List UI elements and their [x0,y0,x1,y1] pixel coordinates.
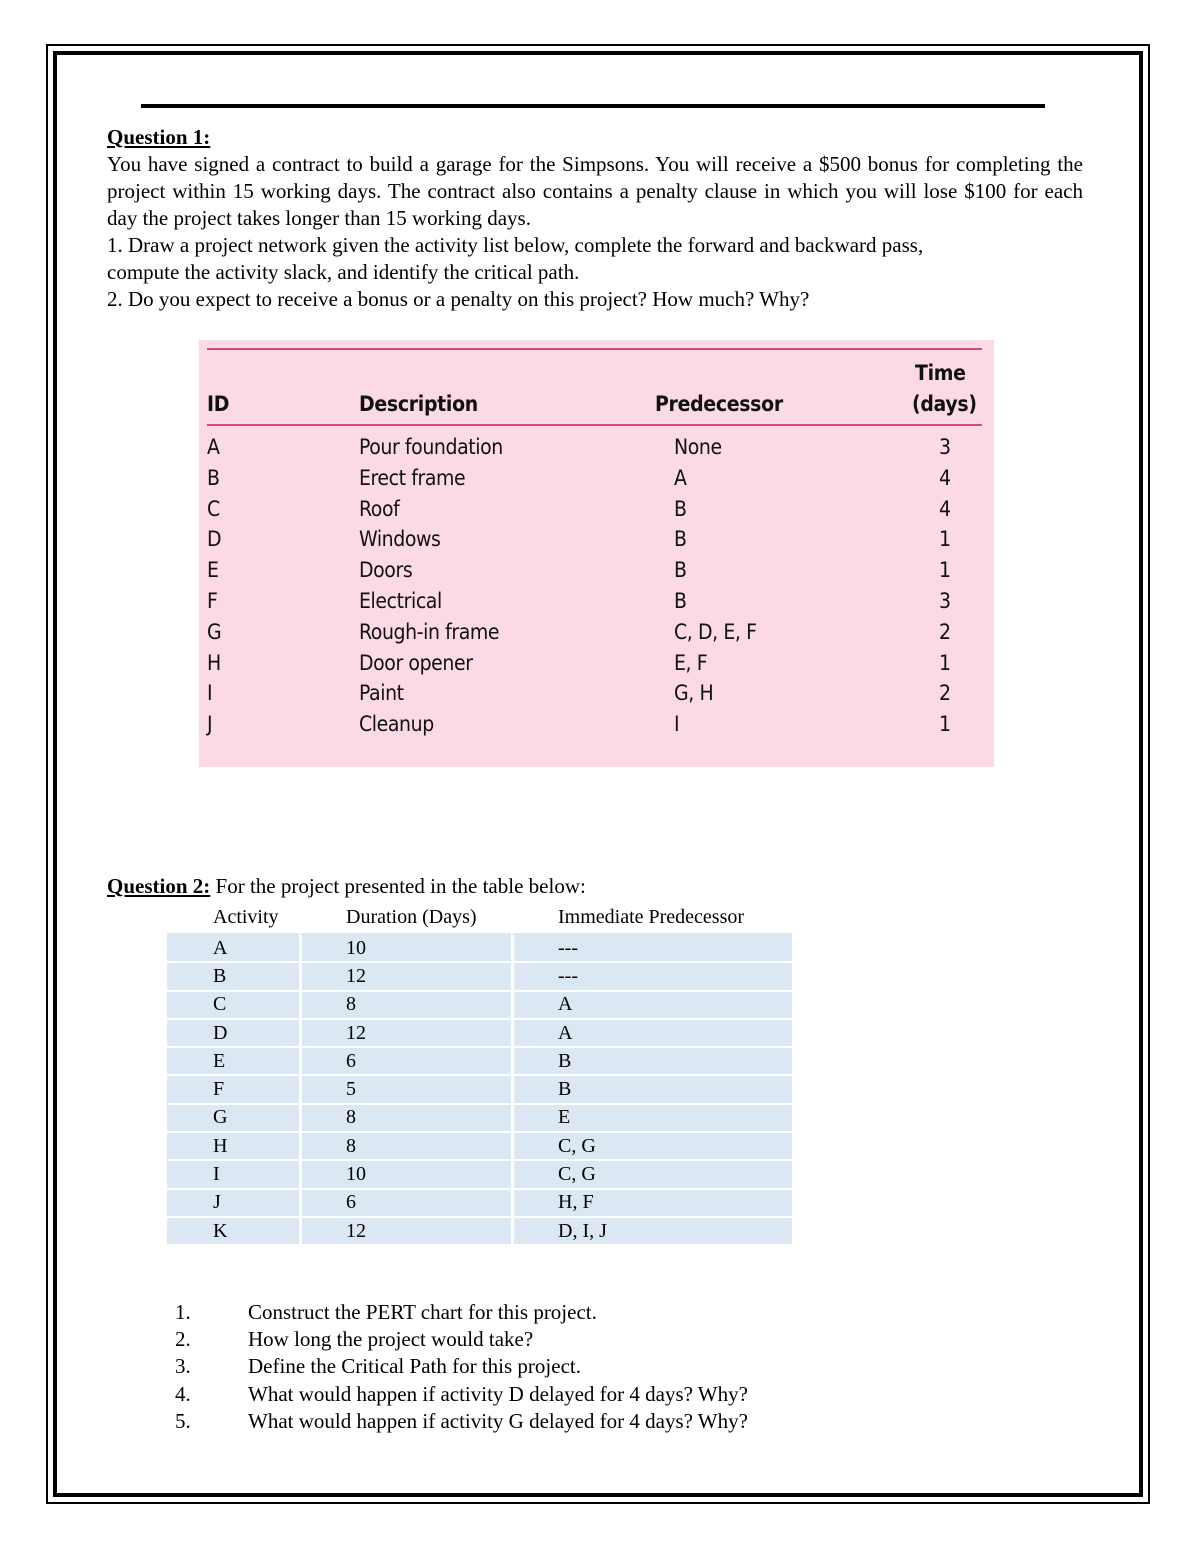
table-1-cell-time: 1 [939,650,951,675]
table-1-cell-time: 1 [939,558,951,583]
table-2-body [167,935,792,1246]
table-2-cell-activity: J [167,1190,299,1218]
question-2-title: Question 2: [107,874,211,898]
question-2-heading [107,874,586,899]
table-2-row [167,1076,792,1104]
table-2-row [167,1190,792,1218]
table-1-cell-predecessor: E, F [674,650,708,675]
table-1-cell-description: Windows [359,527,441,552]
table-1-cell-description: Doors [359,558,413,583]
table-1-cell-predecessor: B [674,527,687,552]
table-2-header-activity: Activity [167,902,299,935]
table-2-cell-predecessor: --- [511,963,792,991]
question-list-text: What would happen if activity G delayed for 4 days? Why? [248,1408,748,1433]
table-1-cell-predecessor: G, H [674,681,714,706]
table-2-row [167,963,792,991]
table-2-cell-activity: I [167,1161,299,1189]
table-1-cell-time: 1 [939,527,951,552]
question-1-item-1-line-1: 1. Draw a project network given the activity list below, complete the forward and backward pass, [107,233,924,257]
table-2-cell-activity: C [167,992,299,1020]
table-1-cell-id: J [207,712,213,737]
table-2-cell-predecessor: C, G [511,1161,792,1189]
activity-table-1 [199,340,994,767]
question-1-item-2: 2. Do you expect to receive a bonus or a penalty on this project? How much? Why? [107,287,810,311]
table-2-header-row [167,902,792,935]
table-2-cell-activity: D [167,1020,299,1048]
table-1-cell-id: G [207,619,222,644]
table-2-cell-activity: H [167,1133,299,1161]
table-1-top-rule [207,348,982,350]
table-2-cell-predecessor: A [511,1020,792,1048]
table-2-row [167,992,792,1020]
table-2-cell-duration: 10 [299,935,511,963]
table-2-row [167,1133,792,1161]
table-2-cell-duration: 10 [299,1161,511,1189]
table-1-cell-time: 2 [939,619,951,644]
table-2-cell-predecessor: H, F [511,1190,792,1218]
table-2-header-predecessor: Immediate Predecessor [511,902,792,935]
table-1-cell-time: 4 [939,465,951,490]
table-1-cell-predecessor: I [674,712,680,737]
table-1-header-days: (days) [912,392,977,416]
table-2-cell-duration: 12 [299,1218,511,1246]
table-1-cell-id: C [207,496,220,521]
table-1-cell-time: 3 [939,435,951,459]
table-1-cell-time: 3 [939,589,951,613]
table-1-cell-id: H [207,650,221,675]
table-2-row [167,1105,792,1133]
table-1-cell-description: Door opener [359,650,473,675]
table-1-cell-description: Pour foundation [359,435,503,459]
table-2-cell-predecessor: B [511,1048,792,1076]
table-2-header-duration: Duration (Days) [299,902,511,935]
question-list-text: What would happen if activity D delayed for 4 days? Why? [248,1381,748,1406]
table-1-cell-id: B [207,465,220,490]
table-1-header-predecessor: Predecessor [655,392,783,416]
table-2-cell-predecessor: --- [511,935,792,963]
question-list-text: How long the project would take? [248,1327,534,1352]
table-2-cell-duration: 6 [299,1190,511,1218]
table-2-cell-activity: K [167,1218,299,1246]
table-1-cell-predecessor: C, D, E, F [674,619,757,644]
table-1-header-rule [207,424,982,426]
table-1-cell-predecessor: B [674,496,687,521]
table-2-cell-predecessor: D, I, J [511,1218,792,1246]
header-rule [141,104,1045,108]
question-list-number: 5. [175,1408,191,1433]
table-2-cell-duration: 12 [299,1020,511,1048]
table-1-cell-id: E [207,558,219,583]
table-1-cell-id: F [207,589,218,613]
table-2-cell-activity: E [167,1048,299,1076]
table-2-row [167,1218,792,1246]
table-1-cell-description: Paint [359,681,404,706]
question-1-paragraph: You have signed a contract to build a garage for the Simpsons. You will receive a $500 bonus for completing the project within 15 working days. The contract also contains a penalty clause in which you will lose $100 for each day the project takes longer than 15 working days. [107,152,1083,230]
question-list-number: 2. [175,1327,191,1352]
question-list-text: Construct the PERT chart for this project. [248,1300,597,1324]
question-list-number: 4. [175,1381,191,1406]
table-1-cell-description: Rough-in frame [359,619,500,644]
question-list-number: 1. [175,1300,191,1324]
table-2-cell-predecessor: C, G [511,1133,792,1161]
table-2-row [167,1161,792,1189]
table-1-cell-id: I [207,681,213,706]
table-1-cell-description: Roof [359,496,400,521]
table-1-cell-predecessor: B [674,558,687,583]
table-2-cell-predecessor: E [511,1105,792,1133]
table-1-cell-time: 1 [939,712,951,737]
table-1-cell-description: Cleanup [359,712,434,737]
table-1-cell-description: Electrical [359,589,442,613]
table-2-cell-activity: G [167,1105,299,1133]
table-2-cell-predecessor: B [511,1076,792,1104]
table-1-cell-id: A [207,435,220,459]
table-1-header-time: Time [915,361,966,385]
question-list-text: Define the Critical Path for this project. [248,1354,581,1379]
question-1-section [107,124,1083,313]
table-2-row [167,935,792,963]
table-1-cell-predecessor: None [674,435,722,459]
table-1-cell-predecessor: A [674,465,687,490]
table-2-cell-duration: 8 [299,1133,511,1161]
table-2-cell-predecessor: A [511,992,792,1020]
question-1-item-1-line-2: compute the activity slack, and identify the critical path. [107,260,580,284]
table-2-cell-duration: 6 [299,1048,511,1076]
table-2-cell-duration: 8 [299,992,511,1020]
activity-table-2 [167,902,792,1246]
table-1-cell-predecessor: B [674,589,687,613]
table-1-cell-description: Erect frame [359,465,466,490]
table-2-cell-duration: 12 [299,963,511,991]
question-2-intro: For the project presented in the table below: [210,874,586,898]
table-1-header-description: Description [359,392,478,416]
table-2-cell-duration: 5 [299,1076,511,1104]
question-1-title: Question 1: [107,125,211,149]
table-1-cell-id: D [207,527,222,552]
table-2-cell-activity: F [167,1076,299,1104]
question-list-number: 3. [175,1354,191,1379]
table-1-cell-time: 4 [939,496,951,521]
table-1-cell-time: 2 [939,681,951,706]
table-2-row [167,1048,792,1076]
table-2-cell-activity: B [167,963,299,991]
table-2-row [167,1020,792,1048]
table-1-header-id: ID [207,392,230,416]
table-2-cell-activity: A [167,935,299,963]
table-2-cell-duration: 8 [299,1105,511,1133]
